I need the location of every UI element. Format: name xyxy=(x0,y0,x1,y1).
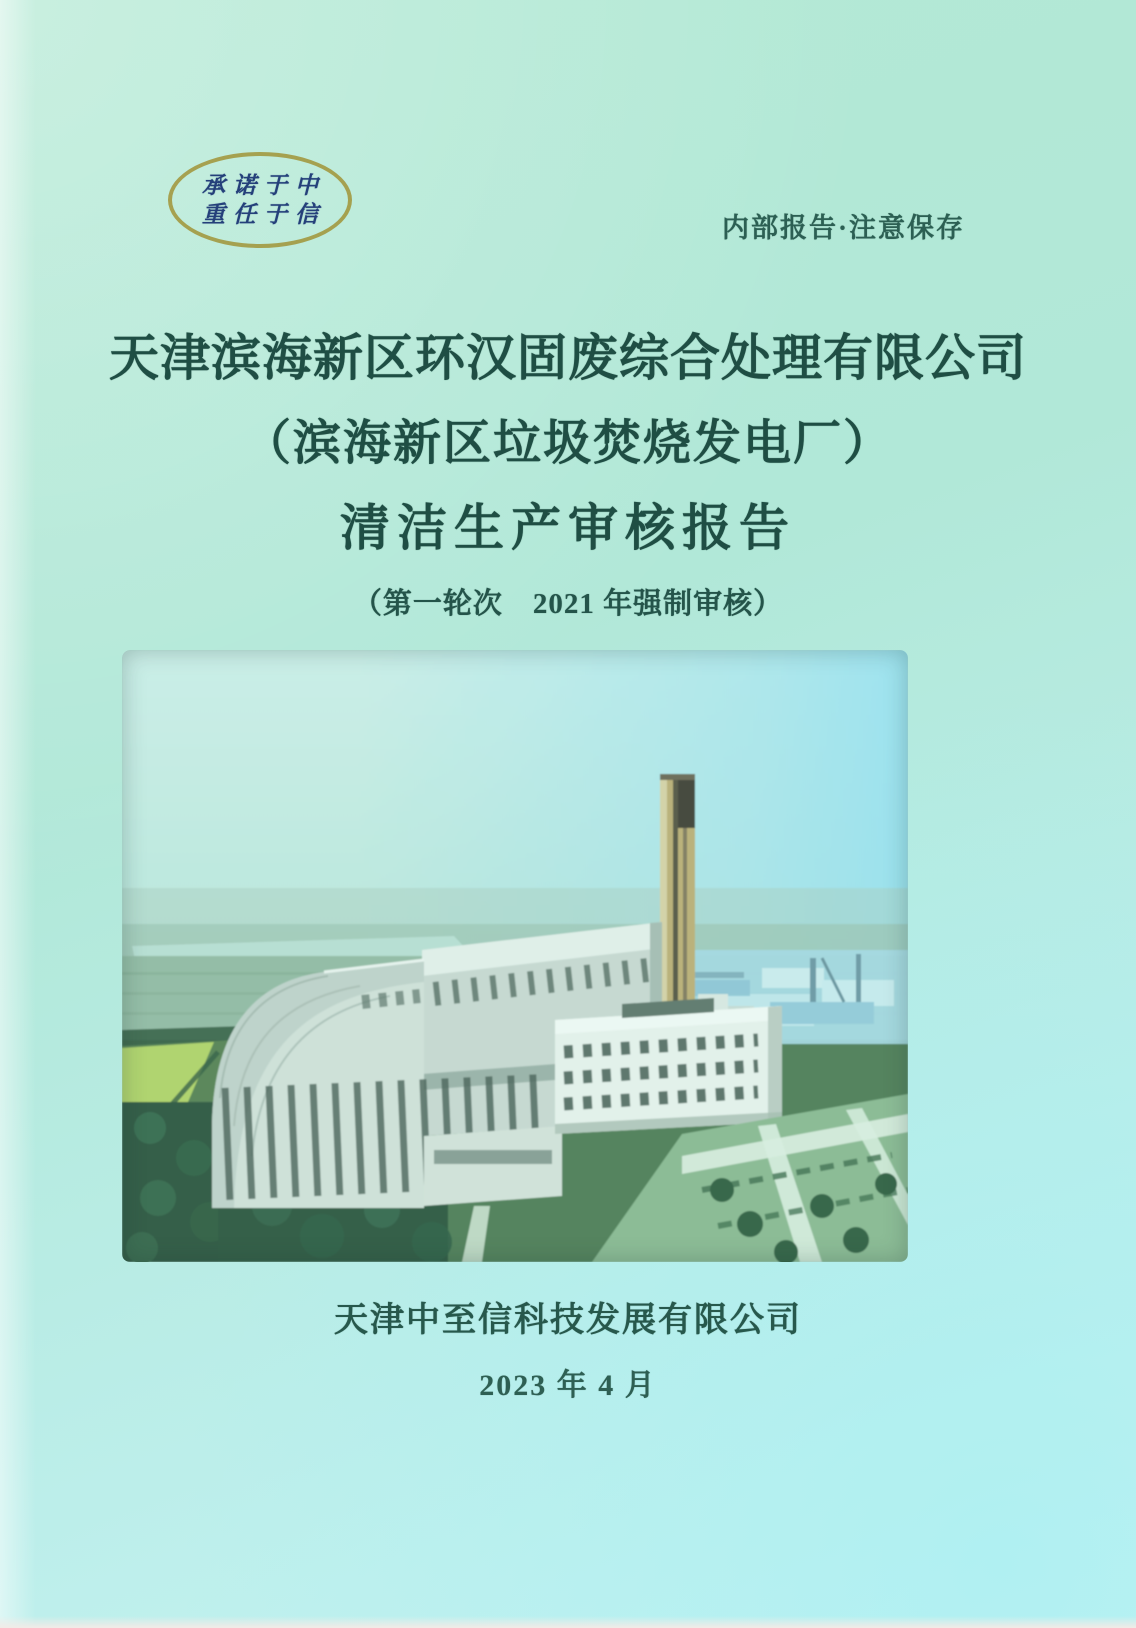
aerial-plant-illustration xyxy=(122,650,908,1262)
company-seal xyxy=(168,152,352,248)
publisher-name: 天津中至信科技发展有限公司 xyxy=(334,1302,802,1339)
page-bottom-edge xyxy=(0,1616,1136,1628)
publication-date: 2023 年 4 月 xyxy=(479,1369,657,1402)
audit-round-subtitle: （第一轮次 2021 年强制审核） xyxy=(352,588,784,620)
cover-photo-aerial-plant xyxy=(122,650,908,1262)
report-title-plant: （滨海新区垃圾焚烧发电厂） xyxy=(242,417,893,470)
seal-motto-line2: 重任于信 xyxy=(202,201,326,227)
seal-motto-line1: 承诺于中 xyxy=(202,173,326,199)
classification-notice: 内部报告·注意保存 xyxy=(721,213,965,243)
report-title-type: 清洁生产审核报告 xyxy=(340,500,796,556)
report-title-company: 天津滨海新区环汉固废综合处理有限公司 xyxy=(109,330,1027,386)
